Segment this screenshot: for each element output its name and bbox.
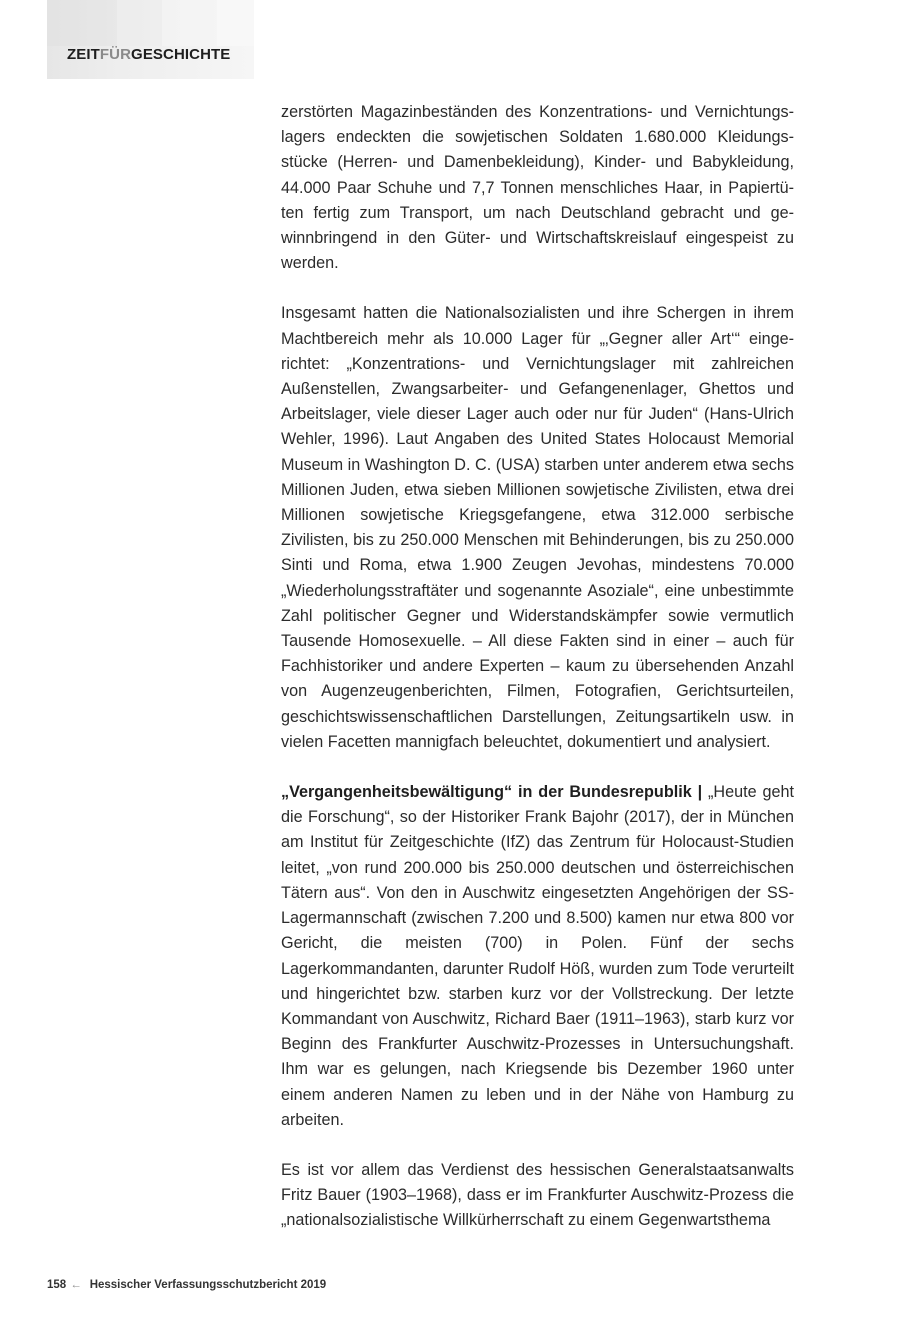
paragraph-3-text: „Heute geht die Forschung“, so der Historiker Frank Bajohr (2017), der in München am Institut für Zeitgeschichte (IfZ) das Zentrum für Holocaust-Studien leitet, „von rund 200.000 bis 250.000 deutschen und österreichischen Tätern aus“. Von den in Auschwitz eingesetzten Angehörigen der SS-Lagermannschaft (zwischen 7.200 und 8.500) kamen nur etwa 800 vor Gericht, die meisten (700) in Polen. Fünf der sechs Lagerkommandanten, darunter Rudolf Höß, wurden zum Tode verurteilt und hingerichtet bzw. starben kurz vor der Vollstreckung. Der letzte Kommandant von Auschwitz, Richard Baer (1911–1963), starb kurz vor Beginn des Frankfurter Auschwitz-Prozesses in Untersuchungshaft. Ihm war es gelungen, nach Kriegsende bis Dezember 1960 unter einem anderen Namen zu leben und in der Nähe von Hamburg zu arbeiten. [281, 783, 794, 1129]
brand-part-geschichte: GESCHICHTE [131, 46, 231, 63]
arrow-left-icon: ← [70, 1279, 82, 1291]
page-footer [47, 1279, 326, 1291]
section-heading: „Vergangenheitsbewältigung“ in der Bundesrepublik | [281, 783, 703, 802]
paragraph-1: zerstörten Magazinbeständen des Konzentrations- und Vernichtungslagers endeckten die sowjetischen Soldaten 1.680.000 Kleidungsstücke (Herren- und Damenbekleidung), Kinder- und Babykleidung, 44.000 Paar Schuhe und 7,7 Tonnen menschliches Haar, in Papiertüten fertig zum Transport, um nach Deutschland gebracht und gewinnbringend in den Güter- und Wirtschaftskreislauf eingespeist zu werden. [281, 103, 794, 273]
brand-part-fuer: FÜR [99, 46, 132, 63]
paragraph-3 [281, 780, 794, 1133]
page-number: 158 [47, 1279, 67, 1291]
header-tile [162, 0, 217, 46]
header-tile [47, 0, 117, 46]
header-tile [117, 0, 162, 46]
brand-logo [67, 46, 230, 63]
header-band [47, 0, 254, 79]
header-tile [217, 0, 254, 46]
brand-part-zeit: ZEIT [67, 46, 100, 63]
publication-title: Hessischer Verfassungsschutzbericht 2019 [89, 1279, 327, 1291]
article-body [281, 100, 794, 1259]
paragraph-2: Insgesamt hatten die Nationalsozialisten und ihre Schergen in ihrem Machtbereich mehr als 10.000 Lager für „‚Gegner aller Art‘“ eingerichtet: „Konzentrations- und Vernichtungslager mit zahlreichen Außenstellen, Zwangsarbeiter- und Gefangenenlager, Ghettos und Arbeitslager, viele dieser Lager auch oder nur für Juden“ (Hans-Ulrich Wehler, 1996). Laut Angaben des United States Holocaust Memorial Museum in Washington D. C. (USA) starben unter anderem etwa sechs Millionen Juden, etwa sieben Millionen sowjetische Zivilisten, etwa drei Millionen sowjetische Kriegsgefangene, etwa 312.000 serbische Zivilisten, bis zu 250.000 Menschen mit Behinderungen, bis zu 250.000 Sinti und Roma, etwa 1.900 Zeugen Jevohas, mindestens 70.000 „Wiederholungsstraftäter und sogenannte Asoziale“, eine unbestimmte Zahl politischer Gegner und Widerstandskämpfer sowie vermutlich Tausende Homosexuelle. – All diese Fakten sind in einer – auch für Fachhistoriker und andere Experten – kaum zu übersehenden Anzahl von Augenzeugenberichten, Filmen, Fotografien, Gerichtsurteilen, geschichtswissenschaftlichen Darstellungen, Zeitungsartikeln usw. in vielen Facetten mannigfach beleuchtet, dokumentiert und analysiert. [281, 304, 794, 751]
paragraph-4: Es ist vor allem das Verdienst des hessischen Generalstaatsanwalts Fritz Bauer (1903–1968), dass er im Frankfurter Auschwitz-Prozess die „nationalsozialistische Willkürherrschaft zu einem Gegenwartsthema [281, 1160, 794, 1230]
